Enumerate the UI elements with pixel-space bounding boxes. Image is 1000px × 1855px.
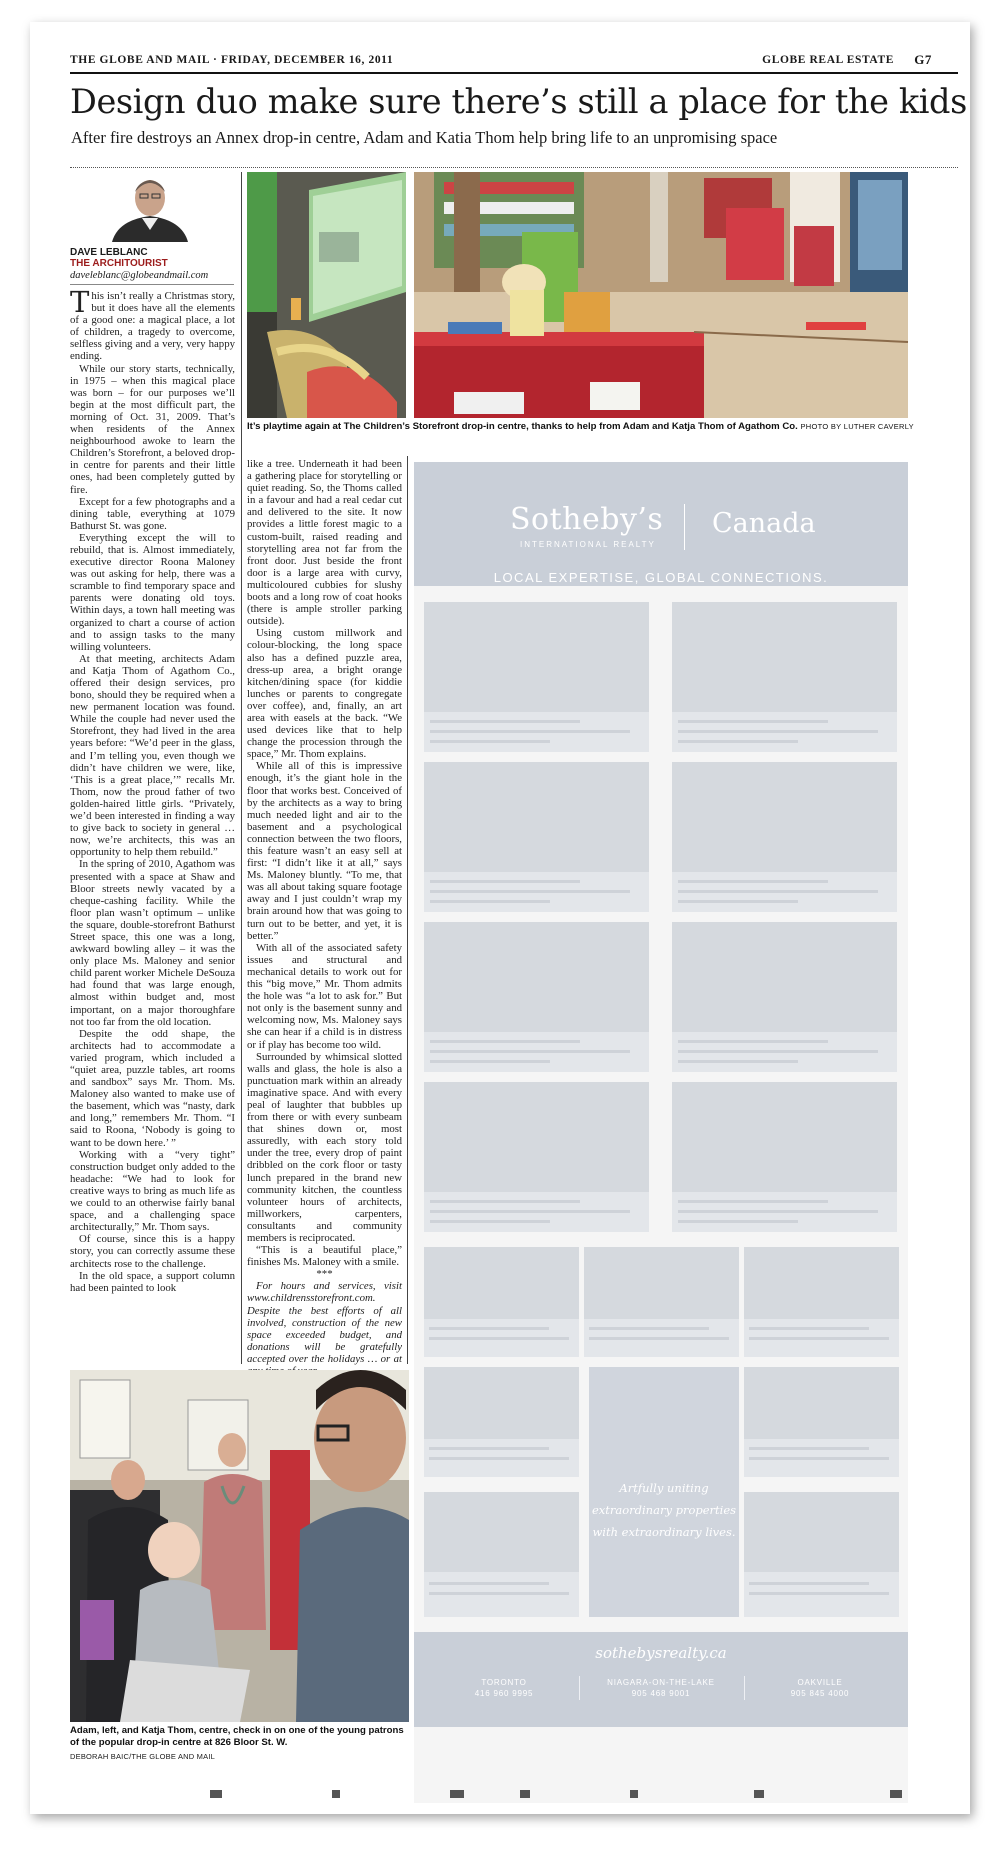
photo-playroom	[414, 172, 908, 418]
ad-footer-divider	[579, 1676, 580, 1700]
printer-mark	[754, 1790, 764, 1798]
office-phone: 416 960 9995	[474, 1689, 534, 1698]
end-stars: ***	[316, 1268, 333, 1281]
ad-listing[interactable]	[584, 1247, 739, 1357]
ad-listing[interactable]	[672, 922, 897, 1072]
ad-header-band	[414, 462, 908, 586]
dotted-divider	[70, 167, 958, 168]
paragraph: Despite the odd shape, the architects had to accommodate a varied program, which included a “quiet area, puzzle tables, art rooms and sandbox” says Mr. Thom. Ms. Maloney also wanted to make use of the basement, which was “nasty, dark and long,” remembers Mr. Thom. “I said to Roona, ‘Nobody is going to want to be down here.’ ”	[70, 1027, 235, 1149]
photo-cubbies	[247, 172, 406, 418]
ad-listing[interactable]	[744, 1247, 899, 1357]
folio-section: GLOBE REAL ESTATE	[762, 54, 894, 66]
newspaper-page	[30, 22, 970, 1814]
printer-mark	[520, 1790, 530, 1798]
photo-architects-with-child	[70, 1370, 409, 1722]
ad-listing[interactable]	[424, 922, 649, 1072]
printer-mark	[210, 1790, 222, 1798]
paragraph: In the old space, a support column had been painted to look	[70, 1269, 235, 1294]
paragraph: Everything except the will to rebuild, that is. Almost immediately, executive director Roona Maloney was out asking for help, there was a scramble to find temporary space and parents were donating old toys. Within days, a town hall meeting was organized to chart a course of action and to assign tasks to the many willing volunteers.	[70, 531, 235, 653]
office-phone: 905 845 4000	[790, 1689, 850, 1698]
printer-mark	[630, 1790, 638, 1798]
byline-column-name: THE ARCHITOURIST	[70, 258, 168, 269]
ad-logo-divider	[684, 504, 685, 550]
top-rule	[70, 72, 958, 74]
office-name: NIAGARA-ON-THE-LAKE	[607, 1678, 715, 1687]
folio-page-number: G7	[914, 52, 932, 67]
ad-listing[interactable]	[744, 1367, 899, 1477]
ad-website[interactable]: sothebysrealty.ca	[595, 1644, 727, 1662]
ad-office-toronto	[434, 1677, 574, 1699]
paragraph: Using custom millwork and colour-blocking, the long space also has a defined puzzle area, dress-up area, a bright orange kitchen/dining space (for kiddie lunches or parents to congregate over coffee), and, finally, an art area with easels at the back. “We used devices like that to help change the procession through the space,” Mr. Thom explains.	[247, 627, 402, 761]
ad-listing[interactable]	[672, 1082, 897, 1232]
byline-rule	[70, 284, 234, 285]
bottom-photo-credit: DEBORAH BAIC/THE GLOBE AND MAIL	[70, 1752, 215, 1761]
paragraph: With all of the associated safety issues and structural and mechanical details to work out for this “big move,” Mr. Thom admits the hole was “a lot to ask for.” But not only is the basement sunny and welcoming now, Ms. Maloney says she can hear if a child is in distress or if play has become too wild.	[247, 941, 402, 1051]
ad-footer-divider	[744, 1676, 745, 1700]
article-column-2	[247, 458, 402, 1364]
bottom-photo-caption: Adam, left, and Katja Thom, centre, check in on one of the young patrons of the popular drop-in centre at 826 Bloor St. W.	[70, 1725, 404, 1748]
ad-brand-subtitle: INTERNATIONAL REALTY	[520, 540, 656, 549]
paragraph: like a tree. Underneath it had been a gathering place for storytelling or quiet reading. So, the Thoms called in a favour and had a real cedar cut and delivered to the site. It now provides a little forest magic to a custom-built, raised reading and storytelling area not far from the front door. Just beside the front door is a large area with curvy, multicoloured cubbies for slushy boots and a long row of coat hooks (there is ample stroller parking outside).	[247, 458, 402, 628]
ad-listing[interactable]	[424, 762, 649, 912]
paragraph: Except for a few photographs and a dining table, everything at 1079 Bathurst St. was gone.	[70, 495, 235, 532]
printer-mark	[450, 1790, 464, 1798]
ad-listing[interactable]	[744, 1492, 899, 1617]
column-divider-2	[407, 456, 408, 1364]
byline-name: DAVE LEBLANC	[70, 247, 148, 258]
ad-listing[interactable]	[424, 602, 649, 752]
sothebys-advertisement[interactable]	[414, 462, 908, 1803]
paragraph: While our story starts, technically, in 1975 – when this magical place was born – for our purposes we’ll begin at the most difficult part, the morning of Oct. 31, 2009. That’s when residents of the Annex neighbourhood awoke to learn the Children’s Storefront, a beloved drop-in centre for parents and their little ones, had been completely gutted by fire.	[70, 362, 235, 496]
paragraph: Surrounded by whimsical slotted walls and glass, the hole is also a punctuation mark within an already imaginative space. And with every peal of laughter that bubbles up from there or with every sunbeam that shines down or, most assuredly, with each story told under the tree, every drop of paint dribbled on the cork floor or tasty lunch prepared in the brand new community kitchen, the countless volunteer hours of architects, millworkers, carpenters, consultants and community members is reciprocated.	[247, 1050, 402, 1244]
paragraph: “This is a beautiful place,” finishes Ms. Maloney with a smile.	[247, 1244, 402, 1269]
ad-office-niagara	[586, 1677, 736, 1699]
paragraph: Working with a “very tight” construction budget only added to the headache: “We had to look for creative ways to bring as much life as we could to an otherwise fairly banal space, and a challenging space architecturally,” Mr. Thom says.	[70, 1148, 235, 1234]
column-divider-1	[241, 172, 242, 1364]
ad-office-oakville	[750, 1677, 890, 1699]
ad-listing[interactable]	[424, 1247, 579, 1357]
printer-mark	[332, 1790, 340, 1798]
ad-listing[interactable]	[424, 1492, 579, 1617]
ad-footer	[414, 1632, 908, 1727]
office-name: OAKVILLE	[797, 1678, 843, 1687]
printer-mark	[890, 1790, 902, 1798]
paragraph: While all of this is impressive enough, it’s the giant hole in the floor that works best. Conceived of by the architects as a way to bring much needed light and air to the basement and a psychological connection between the two floors, this feature wasn’t an easy sell at first: “I didn’t like it at all,” says Ms. Maloney bluntly. “To me, that was all about taking square footage away and I just couldn’t wrap my brain around how that was going to turn out to be better, and yet, it is better.”	[247, 760, 402, 942]
ad-listing[interactable]	[424, 1082, 649, 1232]
folio-left: THE GLOBE AND MAIL · FRIDAY, DECEMBER 16, 2011	[70, 54, 394, 66]
top-photo-caption-text: It’s playtime again at The Children’s Storefront drop-in centre, thanks to help from Adam and Katja Thom of Agathom Co.	[247, 421, 798, 432]
paragraph: At that meeting, architects Adam and Katja Thom of Agathom Co., offered their design services, pro bono, should they be required when a new permanent location was found. While the couple had never used the Storefront, they had lived in the area years before: “We’d peer in the glass, and I’m telling you, even though we didn’t have children we were, like, ‘This is a great place,’” recalls Mr. Thom, now the proud father of two golden-haired little girls. “Privately, we’d been interested in finding a way to give back to society in general … now, we’re architects, this was an opportunity to help them rebuild.”	[70, 652, 235, 859]
office-phone: 905 468 9001	[631, 1689, 691, 1698]
paragraph: This isn’t really a Christmas story, but it does have all the elements of a good one: a magical place, a lot of children, a tragedy to overcome, selfless giving and a very, very happy ending.	[70, 285, 235, 363]
top-photo-caption	[247, 421, 914, 433]
author-headshot	[104, 170, 196, 242]
end-note: For hours and services, visit www.childrensstorefront.com. Despite the best efforts of all involved, construction of the new space exceeded budget, and donations will be gratefully accepted over the holidays … or at	[247, 1280, 402, 1365]
ad-listing[interactable]	[424, 1367, 579, 1477]
byline-email[interactable]: daveleblanc@globeandmail.com	[70, 270, 209, 281]
office-name: TORONTO	[481, 1678, 527, 1687]
article-column-1	[70, 285, 235, 1362]
paragraph: Of course, since this is a happy story, you can correctly assume these architects rose to the challenge.	[70, 1233, 235, 1270]
ad-listing[interactable]	[672, 602, 897, 752]
ad-promo-box: Artfully uniting extraordinary properties with extraordinary lives.	[589, 1367, 739, 1617]
headline: Design duo make sure there’s still a place for the kids	[70, 82, 967, 121]
ad-country: Canada	[712, 508, 816, 539]
deck: After fire destroys an Annex drop-in centre, Adam and Katia Thom help bring life to an unpromising space	[71, 128, 778, 147]
ad-tagline: LOCAL EXPERTISE, GLOBAL CONNECTIONS.	[493, 570, 829, 585]
top-photo-credit: PHOTO BY LUTHER CAVERLY	[800, 422, 914, 431]
ad-brand-logo: Sotheby’s	[510, 502, 664, 537]
ad-listing[interactable]	[672, 762, 897, 912]
paragraph: In the spring of 2010, Agathom was presented with a space at Shaw and Bloor streets newly vacated by a cheque-cashing facility. While the floor plan wasn’t optimum – unlike the square, double-storefront Bathurst Street space, this one was a long, awkward bowling alley – it was the only place Ms. Maloney and senior child parent worker Michele DeSouza had found that was large enough, almost within budget and, most important, on a major thoroughfare not too far from the old location.	[70, 858, 235, 1028]
